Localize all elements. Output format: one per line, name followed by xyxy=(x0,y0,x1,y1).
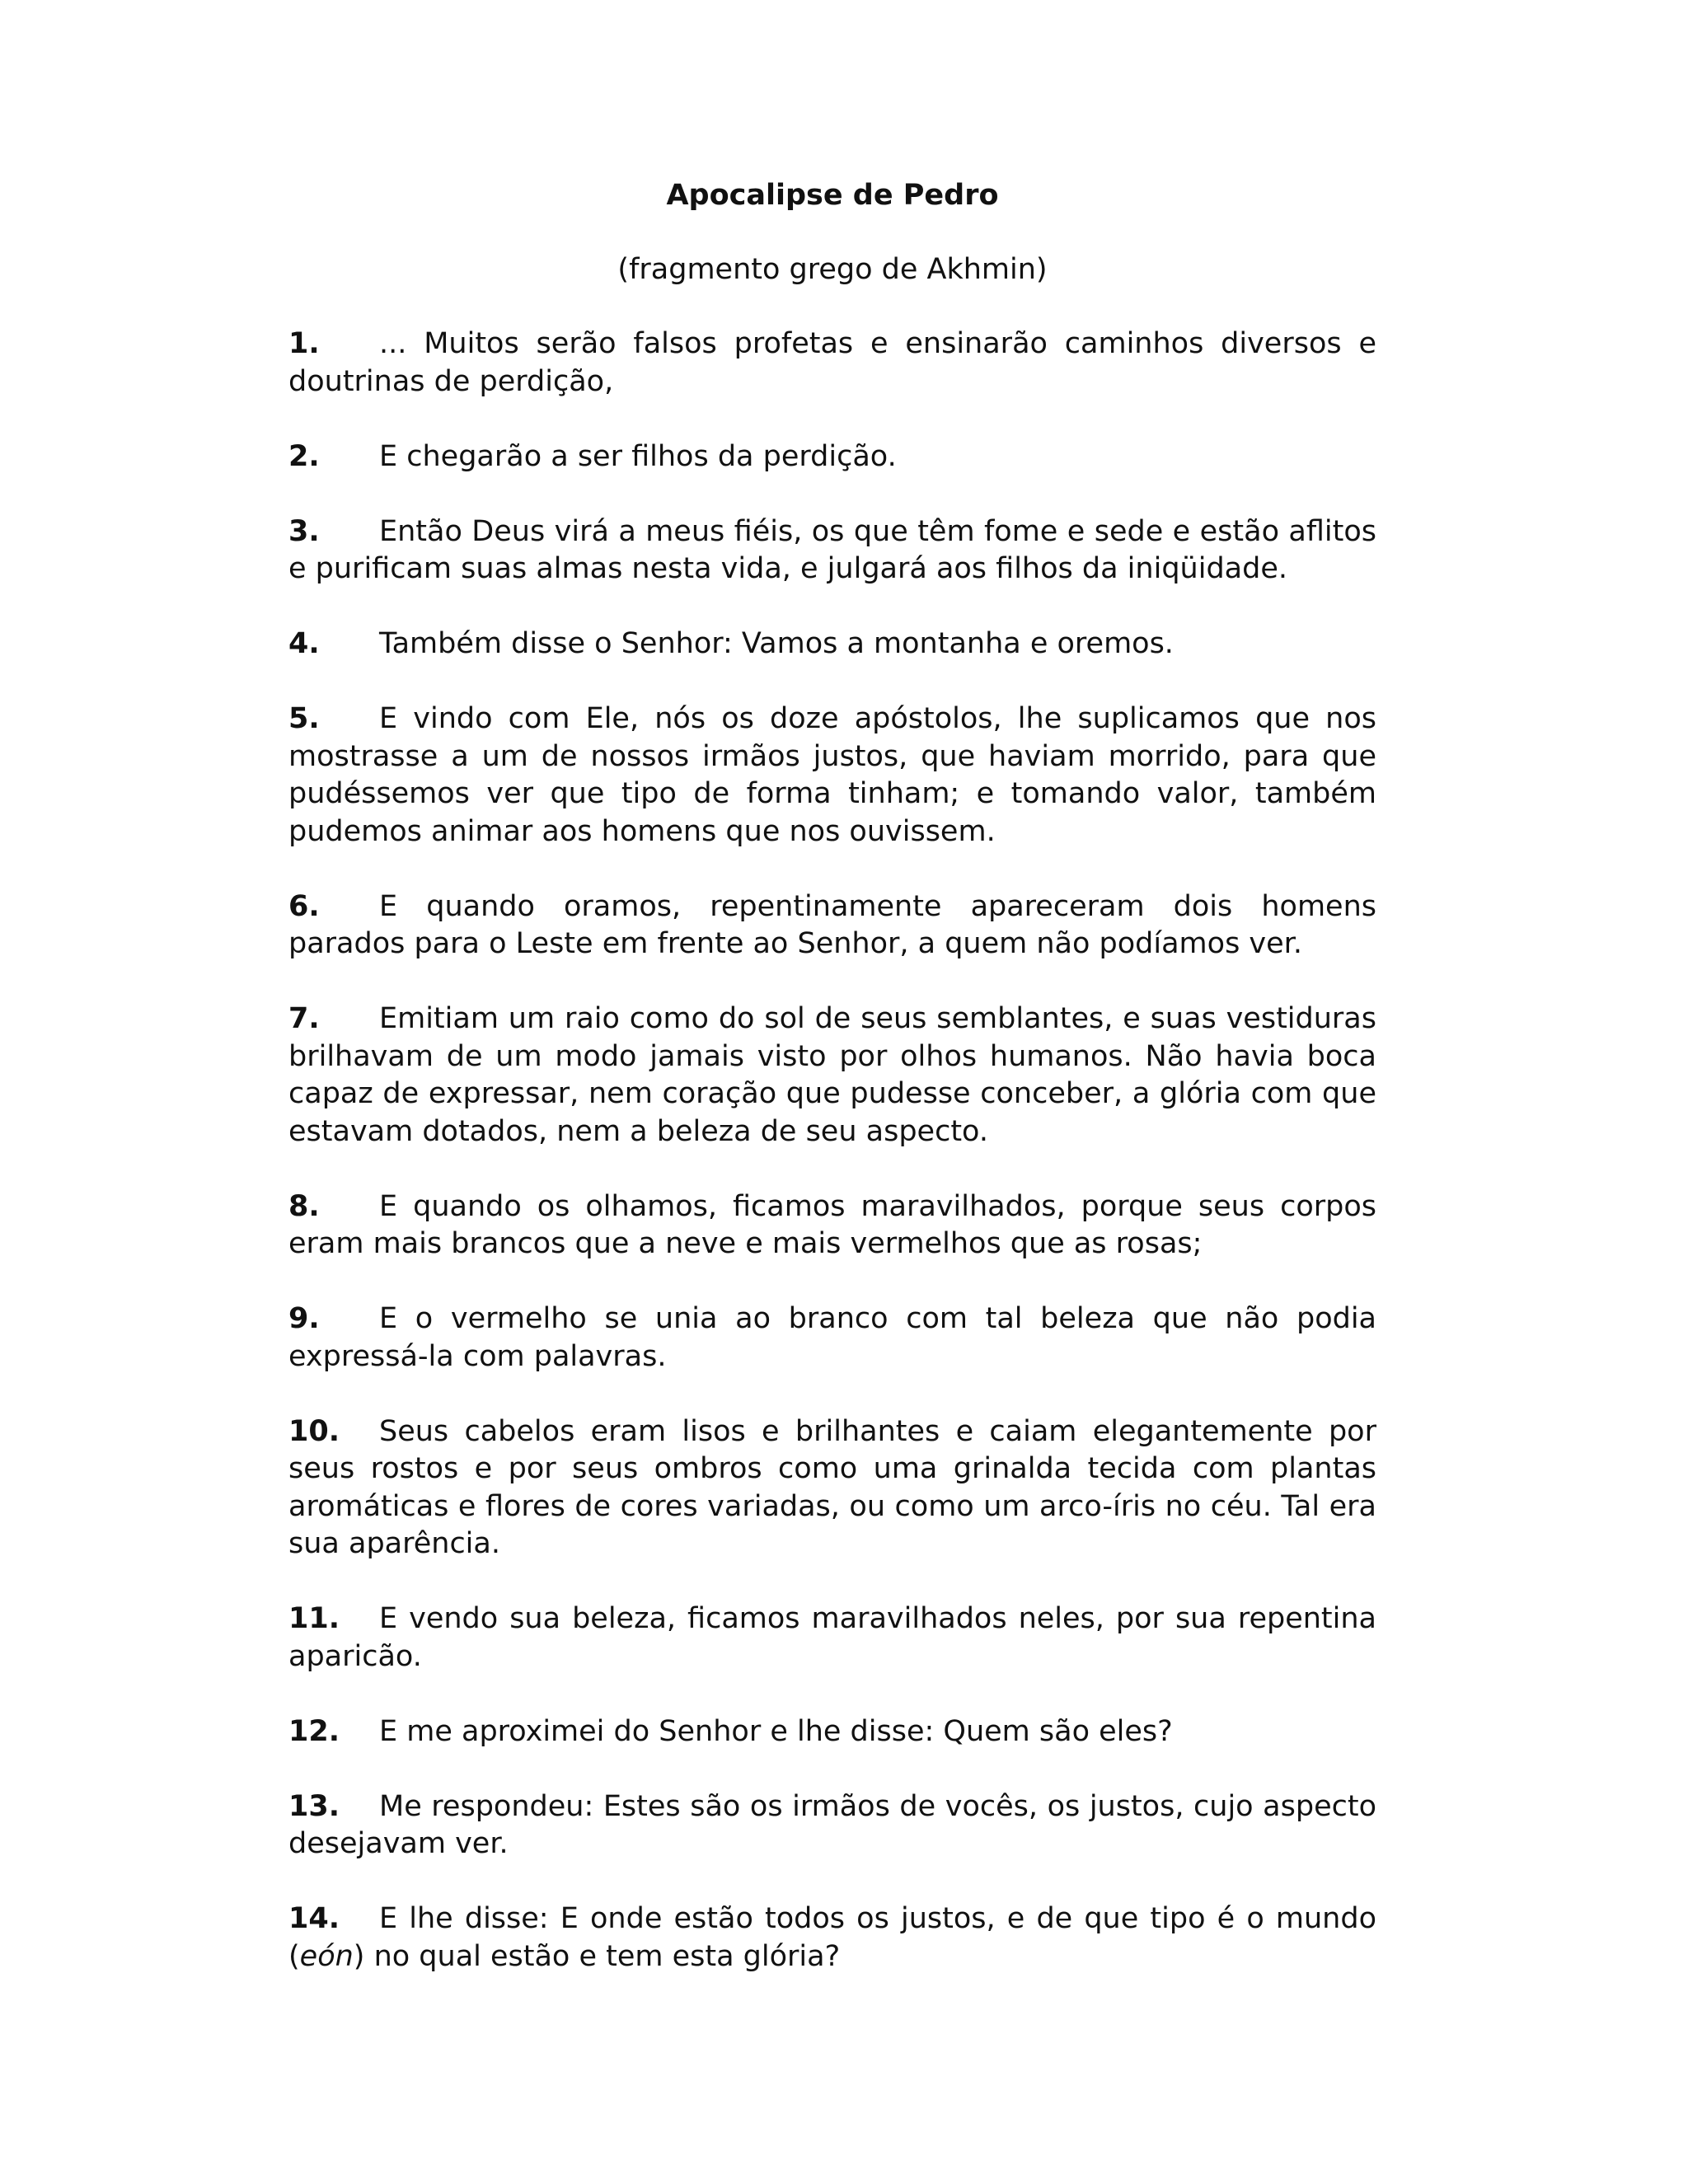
verse-text: E lhe disse: E onde estão todos os justos, e de que tipo é o mundo ( xyxy=(288,1902,1376,1973)
verse-8 xyxy=(288,1188,1376,1263)
verse-text: E quando os olhamos, ficamos maravilhados, porque seus corpos eram mais brancos que a neve e mais vermelhos que as rosas; xyxy=(288,1189,1376,1260)
verse-number: 1. xyxy=(288,327,320,360)
verse-text: Emitiam um raio como do sol de seus semblantes, e suas vestiduras brilhavam de um modo jamais visto por olhos humanos. Não havia boca capaz de expressar, nem coração que pudesse conceber, a glória com que estavam dotados, nem a beleza de seu aspecto. xyxy=(288,1002,1376,1148)
verse-text-italic: eón xyxy=(299,1939,354,1973)
verse-10 xyxy=(288,1413,1376,1563)
verse-text: ) no qual estão e tem esta glória? xyxy=(353,1939,841,1973)
document-page xyxy=(288,177,1376,2013)
verse-7 xyxy=(288,1001,1376,1151)
verse-2 xyxy=(288,438,1376,476)
verse-number: 7. xyxy=(288,1002,320,1035)
verse-1 xyxy=(288,326,1376,401)
verse-14 xyxy=(288,1900,1376,1975)
verse-number: 11. xyxy=(288,1602,340,1635)
verse-number: 6. xyxy=(288,889,320,923)
verse-text: E quando oramos, repentinamente apareceram dois homens parados para o Leste em frente ao Senhor, a quem não podíamos ver. xyxy=(288,889,1376,960)
verse-number: 10. xyxy=(288,1414,340,1448)
verse-3 xyxy=(288,513,1376,588)
verse-number: 4. xyxy=(288,627,320,660)
document-subtitle: (fragmento grego de Akhmin) xyxy=(617,253,1048,286)
verse-text: Também disse o Senhor: Vamos a montanha e oremos. xyxy=(379,627,1174,660)
verse-text: E chegarão a ser filhos da perdição. xyxy=(379,439,897,473)
verse-text: Seus cabelos eram lisos e brilhantes e caiam elegantemente por seus rostos e por seus ombros como uma grinalda tecida com plantas aromáticas e flores de cores variadas, ou como um arco-íris no céu. Tal era sua aparência. xyxy=(288,1414,1376,1560)
verse-11 xyxy=(288,1601,1376,1675)
verse-number: 13. xyxy=(288,1789,340,1823)
verse-12 xyxy=(288,1713,1376,1751)
verse-number: 2. xyxy=(288,439,320,473)
verse-text: ... Muitos serão falsos profetas e ensinarão caminhos diversos e doutrinas de perdição, xyxy=(288,327,1376,398)
verse-number: 3. xyxy=(288,514,320,548)
verse-9 xyxy=(288,1301,1376,1376)
verse-text: E vendo sua beleza, ficamos maravilhados neles, por sua repentina aparicão. xyxy=(288,1602,1376,1673)
verse-text: E me aproximei do Senhor e lhe disse: Quem são eles? xyxy=(379,1714,1173,1748)
verse-number: 9. xyxy=(288,1302,320,1335)
verse-text: E o vermelho se unia ao branco com tal beleza que não podia expressá-la com palavras. xyxy=(288,1302,1376,1373)
verse-13 xyxy=(288,1788,1376,1863)
verse-6 xyxy=(288,888,1376,963)
verse-5 xyxy=(288,701,1376,851)
verse-text: Me respondeu: Estes são os irmãos de vocês, os justos, cujo aspecto desejavam ver. xyxy=(288,1789,1376,1860)
verse-4 xyxy=(288,626,1376,663)
verse-number: 14. xyxy=(288,1902,340,1935)
verse-number: 5. xyxy=(288,702,320,735)
verse-text: E vindo com Ele, nós os doze apóstolos, lhe suplicamos que nos mostrasse a um de nossos irmãos justos, que haviam morrido, para que pudéssemos ver que tipo de forma tinham; e tomando valor, também pudemos animar aos homens que nos ouvissem. xyxy=(288,702,1376,848)
verse-text: Então Deus virá a meus fiéis, os que têm fome e sede e estão aflitos e purificam suas almas nesta vida, e julgará aos filhos da iniqüidade. xyxy=(288,514,1376,585)
document-title: Apocalipse de Pedro xyxy=(666,179,999,212)
verse-number: 12. xyxy=(288,1714,340,1748)
verse-number: 8. xyxy=(288,1189,320,1223)
